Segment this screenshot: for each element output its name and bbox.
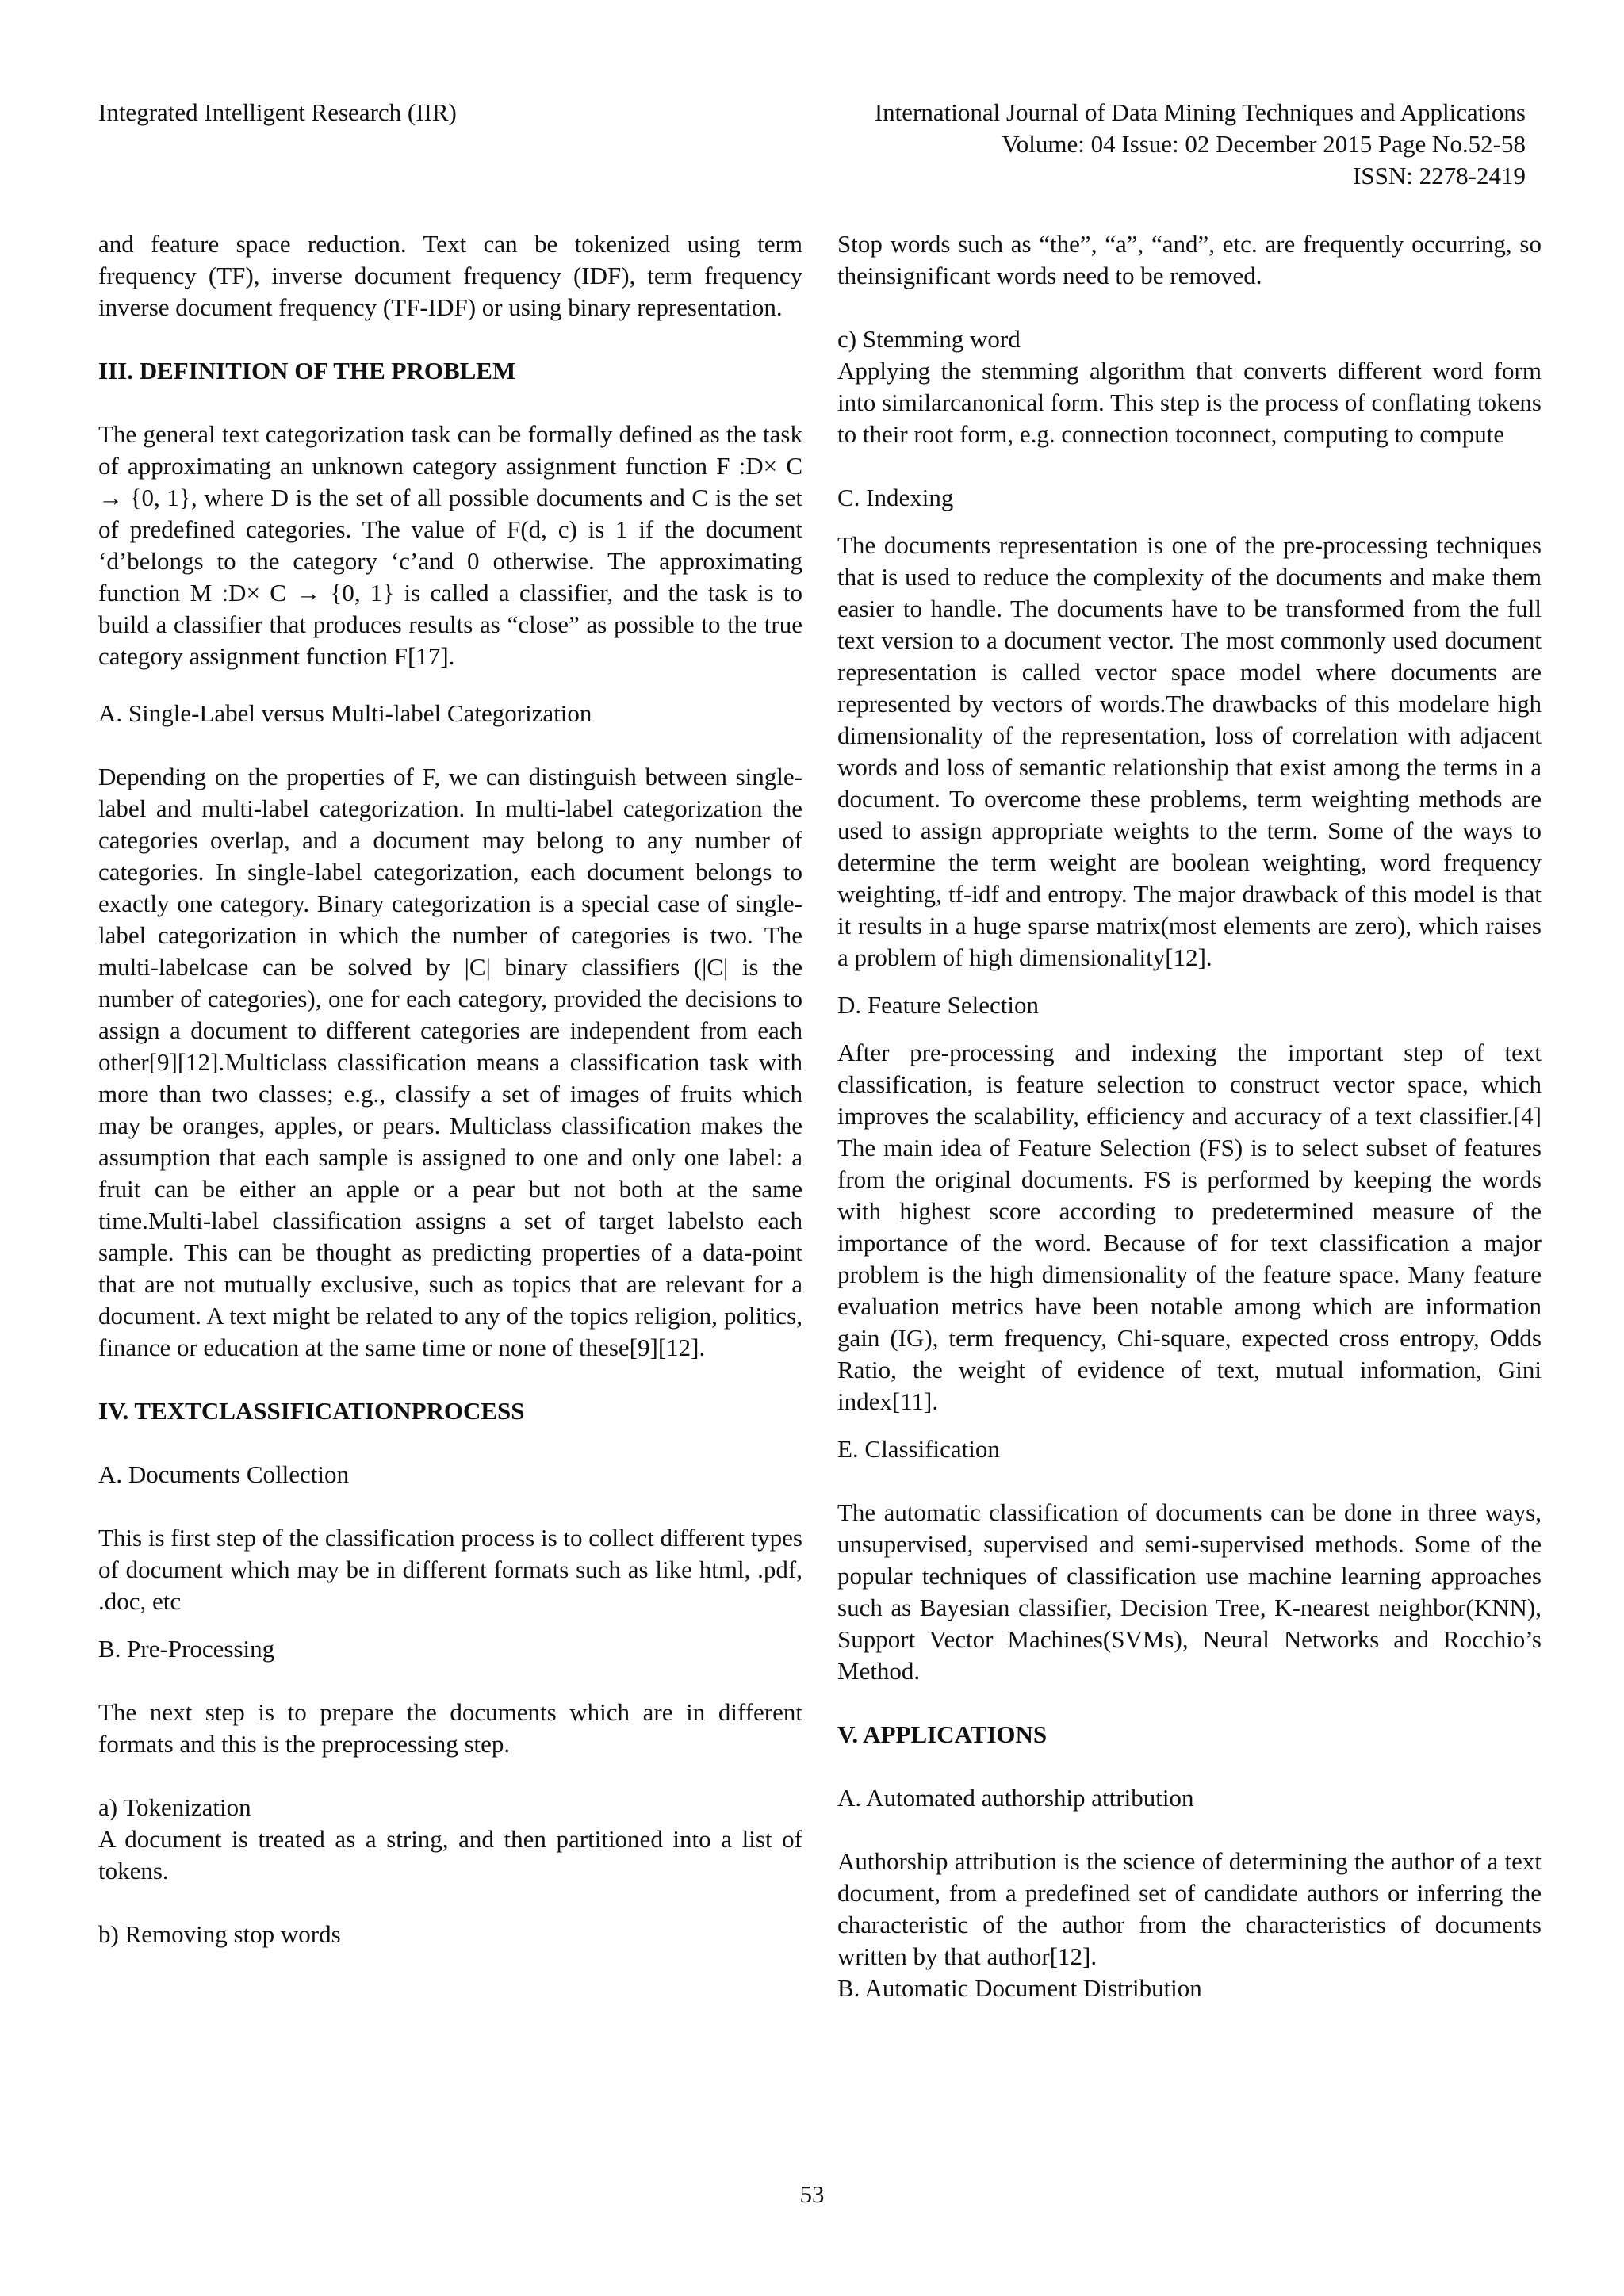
pre-processing-paragraph: The next step is to prepare the documents which are in different formats and this is the preprocessing step. [98, 1698, 802, 1758]
stop-words-paragraph: Stop words such as “the”, “a”, “and”, etc. are frequently occurring, so theinsignificant words need to be removed. [837, 230, 1542, 289]
subheading-stemming: c) Stemming word [837, 325, 1021, 353]
subheading-indexing: C. Indexing [837, 484, 954, 511]
subheading-classification: E. Classification [837, 1435, 1000, 1463]
right-column [837, 228, 1542, 2004]
subheading-documents-collection: A. Documents Collection [98, 1460, 349, 1488]
problem-paragraph: The general text categorization task can be formally defined as the task of approximating an unknown category assignment function F :D× C → {0, 1}, where D is the set of all possible documents and C is the set of predefined categories. The value of F(d, c) is 1 if the document ‘d’belongs to the category ‘c’and 0 otherwise. The approximating function M :D× C → {0, 1} is called a classifier, and the task is to build a classifier that produces results as “close” as possible to the true category assignment function F[17]. [98, 420, 802, 670]
left-column [98, 228, 802, 1950]
page-number: 53 [799, 2180, 825, 2208]
stemming-paragraph: Applying the stemming algorithm that converts different word form into similarcanonical form. This step is the process of conflating tokens to their root form, e.g. connection toconnect, computing to compute [837, 357, 1542, 448]
journal-volume: Volume: 04 Issue: 02 December 2015 Page No.52-58 [1002, 130, 1526, 158]
subheading-feature-selection: D. Feature Selection [837, 991, 1039, 1019]
intro-paragraph: and feature space reduction. Text can be tokenized using term frequency (TF), inverse document frequency (IDF), term frequency inverse document frequency (TF-IDF) or using binary representation. [98, 230, 802, 321]
subheading-single-multi-label: A. Single-Label versus Multi-label Categorization [98, 699, 592, 727]
authorship-attribution-paragraph: Authorship attribution is the science of determining the author of a text document, from a predefined set of candidate authors or inferring the characteristic of the author from the characteristics of documents written by that author[12]. [837, 1847, 1542, 1970]
section-heading-applications: V. APPLICATIONS [837, 1720, 1048, 1748]
journal-title: International Journal of Data Mining Techniques and Applications [874, 98, 1526, 126]
subheading-document-distribution: B. Automatic Document Distribution [837, 1974, 1202, 2002]
running-header-left: Integrated Intelligent Research (IIR) [98, 98, 457, 126]
subheading-tokenization: a) Tokenization [98, 1793, 251, 1821]
journal-issn: ISSN: 2278-2419 [1353, 162, 1526, 189]
subheading-pre-processing: B. Pre-Processing [98, 1635, 275, 1663]
tokenization-paragraph: A document is treated as a string, and then partitioned into a list of tokens. [98, 1825, 802, 1885]
documents-collection-paragraph: This is first step of the classification process is to collect different types of document which may be in different formats such as like html, .pdf, .doc, etc [98, 1524, 802, 1615]
section-heading-problem: III. DEFINITION OF THE PROBLEM [98, 357, 516, 385]
subheading-authorship-attribution: A. Automated authorship attribution [837, 1784, 1194, 1812]
subheading-removing-stop-words: b) Removing stop words [98, 1920, 341, 1948]
feature-selection-paragraph: After pre-processing and indexing the important step of text classification, is feature selection to construct vector space, which improves the scalability, efficiency and accuracy of a text classifier.[4] The main idea of Feature Selection (FS) is to select subset of features from the original documents. FS is performed by keeping the words with highest score according to predetermined measure of the importance of the word. Because of for text classification a major problem is the high dimensionality of the feature space. Many feature evaluation metrics have been notable among which are information gain (IG), term frequency, Chi-square, expected cross entropy, Odds Ratio, the weight of evidence of text, mutual information, Gini index[11]. [837, 1039, 1542, 1415]
section-heading-process: IV. TEXTCLASSIFICATIONPROCESS [98, 1397, 525, 1425]
running-header-right [875, 97, 1526, 192]
single-multi-label-paragraph: Depending on the properties of F, we can distinguish between single-label and multi-label categorization. In multi-label categorization the categories overlap, and a document may belong to any number of categories. In single-label categorization, each document belongs to exactly one category. Binary categorization is a special case of single-label categorization in which the number of categories is two. The multi-labelcase can be solved by |C| binary classifiers (|C| is the number of categories), one for each category, provided the decisions to assign a document to different categories are independent from each other[9][12].Multiclass classification means a classification task with more than two classes; e.g., classify a set of images of fruits which may be oranges, apples, or pears. Multiclass classification makes the assumption that each sample is assigned to one and only one label: a fruit can be either an apple or a pear but not both at the same time.Multi-label classification assigns a set of target labelsto each sample. This can be thought as predicting properties of a data-point that are not mutually exclusive, such as topics that are relevant for a document. A text might be related to any of the topics religion, politics, finance or education at the same time or none of these[9][12]. [98, 763, 802, 1361]
classification-paragraph: The automatic classification of documents can be done in three ways, unsupervised, supervised and semi-supervised methods. Some of the popular techniques of classification use machine learning approaches such as Bayesian classifier, Decision Tree, K-nearest neighbor(KNN), Support Vector Machines(SVMs), Neural Networks and Rocchio’s Method. [837, 1498, 1542, 1685]
indexing-paragraph: The documents representation is one of the pre-processing techniques that is used to reduce the complexity of the documents and make them easier to handle. The documents have to be transformed from the full text version to a document vector. The most commonly used document representation is called vector space model where documents are represented by vectors of words.The drawbacks of this modelare high dimensionality of the representation, loss of correlation with adjacent words and loss of semantic relationship that exist among the terms in a document. To overcome these problems, term weighting methods are used to assign appropriate weights to the term. Some of the ways to determine the term weight are boolean weighting, word frequency weighting, tf-idf and entropy. The major drawback of this model is that it results in a huge sparse matrix(most elements are zero), which raises a problem of high dimensionality[12]. [837, 531, 1542, 971]
